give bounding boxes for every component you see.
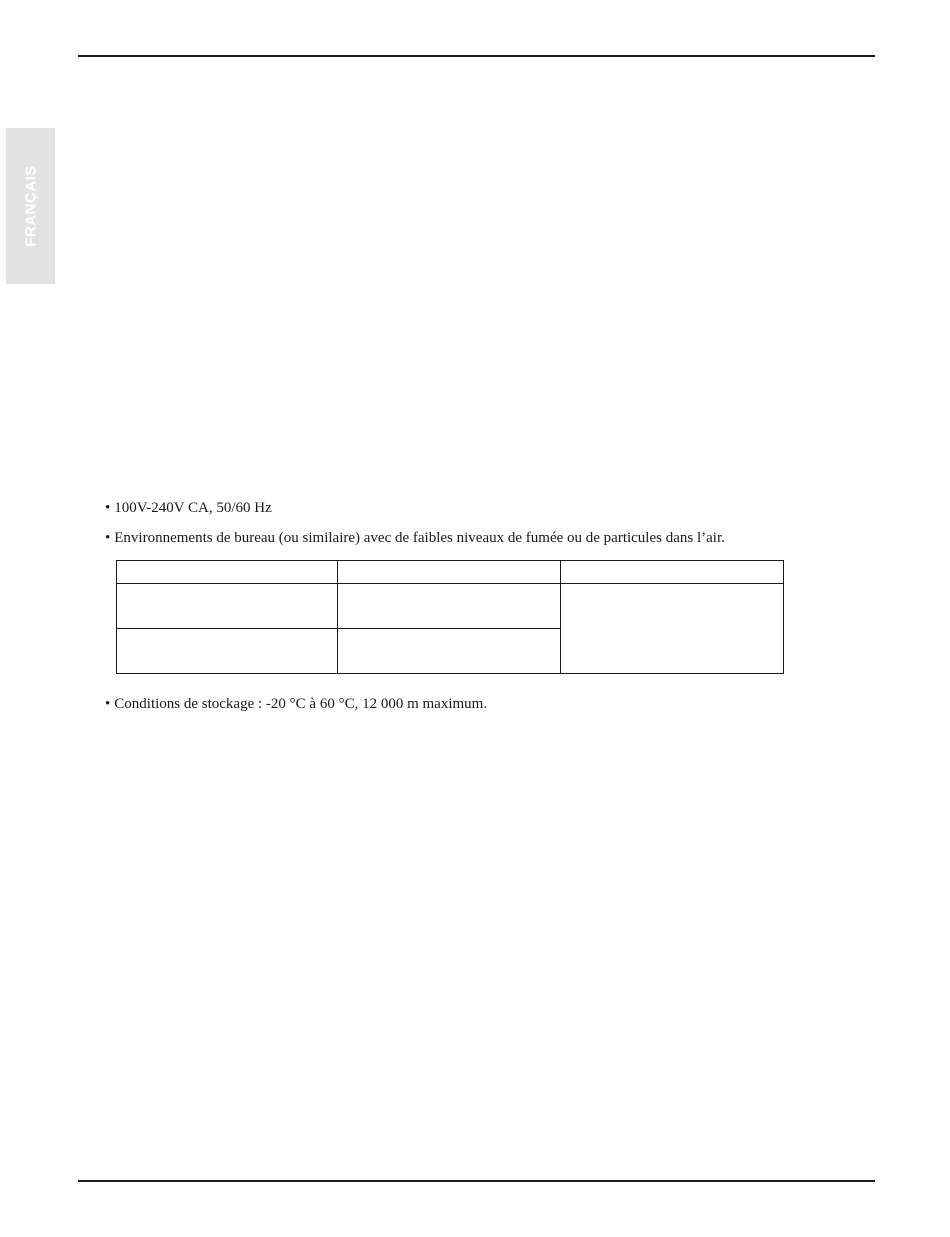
bullet-icon: •: [105, 696, 111, 712]
table-cell: [338, 629, 561, 674]
environment-text: Environnements de bureau (ou similaire) avec de faibles niveaux de fumée ou de particules dans l’air.: [114, 530, 725, 546]
power-spec-text: 100V-240V CA, 50/60 Hz: [114, 500, 272, 516]
footer-rule: [78, 1180, 875, 1182]
language-tab-label: FRANÇAIS: [22, 165, 39, 247]
language-tab: [6, 128, 55, 284]
storage-item: [105, 695, 487, 713]
table-merged-cell: [561, 584, 784, 674]
header-rule: [78, 55, 875, 57]
storage-text: Conditions de stockage : -20 °C à 60 °C, 12 000 m maximum.: [114, 696, 488, 712]
power-spec-item: [105, 499, 272, 517]
table-header-cell: [561, 561, 784, 584]
table-cell: [117, 629, 338, 674]
table-header-cell: [117, 561, 338, 584]
operating-conditions-table: [116, 560, 784, 674]
table-cell: [117, 584, 338, 629]
bullet-icon: •: [105, 530, 111, 546]
table-header-row: [117, 561, 784, 584]
table-header-cell: [338, 561, 561, 584]
table-cell: [338, 584, 561, 629]
environment-item: [105, 529, 725, 547]
bullet-icon: •: [105, 500, 111, 516]
table-row: [117, 584, 784, 629]
